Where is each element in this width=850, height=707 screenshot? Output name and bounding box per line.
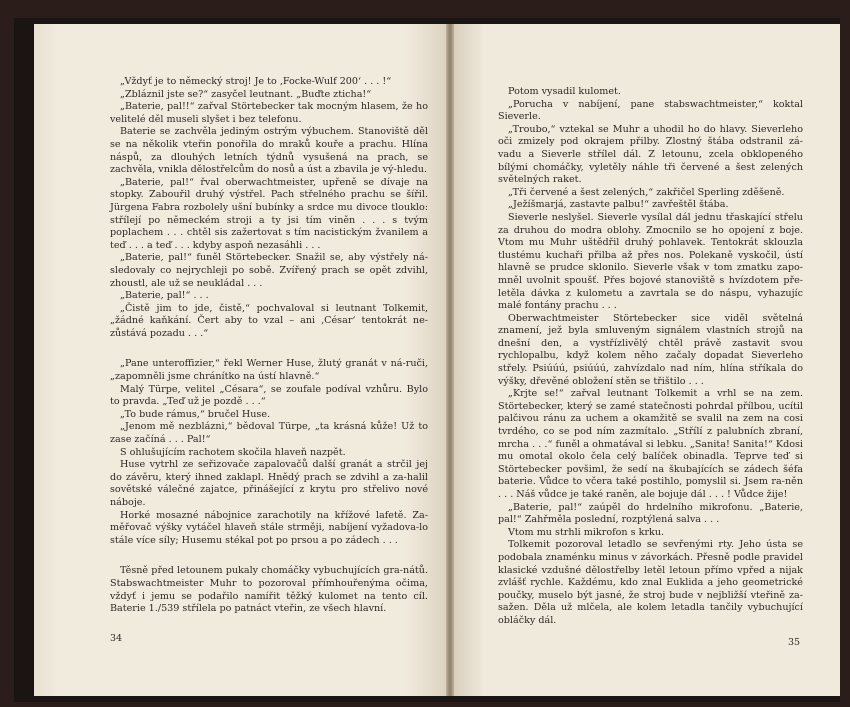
paragraph: Oberwachtmeister Störtebecker sice viděl světelná znamení, jež byla smluveným signálem vlastních strojů na dnešní den, a vystřízlivělý chtěl právě zastavit svou rychlopalbu, když kolem něho začaly dopadat Sieverleho střely. Psiúúú, psiúúú, zahvízdalo nad ním, hlína stříkala do výšky, dřevěné obložení stěn se třištilo . . .: [498, 312, 803, 387]
page-number: 34: [110, 633, 123, 644]
paragraph: „Čistě jim to jde, čistě,“ pochvaloval si leutnant Tolkemit, „žádné kaňkání. Čert aby to vzal – ani ‚César‘ tentokrát ne-zůstává pozadu . . .“: [110, 302, 428, 339]
page-number: 35: [788, 637, 801, 648]
paragraph: „Porucha v nabíjení, pane stabswachtmeister,“ koktal Sieverle.: [498, 98, 803, 123]
paragraph: Horké mosazné nábojnice zarachotily na křížové lafetě. Za-měřovač výšky vytáčel hlaveň stále strměji, nabíjení vyžadova-lo stále více síly; Husemu stékal pot po prsou a po zádech . . .: [110, 509, 428, 546]
paragraph: „Krjte se!“ zařval leutnant Tolkemit a vrhl se na zem. Störtebecker, který se zamé statečnosti pohrdal přílbou, ucítil palčivou ránu za uchem a okamžitě se svalil na zem na cosi tvrdého, co se pod ním zazmítalo. „Střílí z palubních zbraní, mrcha . . .“ funěl a ohmatával si lebku. „Sanita! Sanita!“ Kdosi mu omotal okolo čela celý balíček obinadla. Teprve teď si Störtebecker povšiml, že sedí na škubajících se zádech šéfa baterie. Vůdce to včera také postihlo, pomyslil si. Jsem ra-něn . . . Náš vůdce je také raněn, ale bojuje dál . . . ! Vůdce žije!: [498, 388, 803, 500]
paragraph: „Vždyť je to německý stroj! Je to ‚Focke-Wulf 200‘ . . . !“: [120, 76, 392, 87]
paragraph: S ohlušujícím rachotem skočila hlaveň nazpět.: [120, 446, 346, 458]
paragraph: „Baterie, pal!“ řval oberwachtmeister, upřeně se dívaje na stopky. Zabouřil druhý výstřel. Pach střelného prachu se šířil. Jürgena Fabra rozbolely ušní bubínky a srdce mu divoce tlouklo: střílejí po německém stroji a ty jsi tím viněn . . . s tvým poplachem . . . chtěl sis zažertovat s tím nacistickým žvanilem a teď . . . a teď . . . kdyby aspoň nezasáhli . . .: [110, 176, 428, 251]
paragraph: Baterie se zachvěla jediným ostrým výbuchem. Stanoviště děl se na několik vteřin ponořila do mraků kouře a prachu. Hlína náspů, za dlouhých letních týdnů vysušená na prach, se zachvěla, vnikla dělostřelcům do nosů a úst a zbavila je vý-hledu.: [110, 126, 428, 176]
paragraph: Tolkemit pozoroval letadlo se sevřenými rty. Jeho ústa se podobala znaménku minus v závorkách. Přesně podle pravidel klasické vzdušné dělostřelby letěl letoun přímo vpřed a nijak zvlášť rychle. Každému, kdo znal Euklida a jeho geometrické poučky, muselo být jasné, že stroj bude v nejbližší vteřině za-sažen. Děla už mlčela, ale kolem letadla tančily vybuchující obláčky dál.: [498, 539, 803, 626]
paragraph: Vtom mu strhli mikrofon s krku.: [508, 526, 665, 538]
right-page: [454, 24, 840, 696]
paragraph: „Baterie, pal!!“ zařval Störtebecker tak mocným hlasem, že ho velitelé děl museli slyšet i bez telefonu.: [110, 101, 428, 125]
paragraph: „To bude rámus,“ bručel Huse.: [120, 408, 271, 420]
paragraph: Malý Türpe, velitel „Césara“, se zoufale podíval vzhůru. Bylo to pravda. „Teď už je pozdě . . .“: [110, 383, 428, 408]
paragraph: „Zbláznil jste se?“ zasyčel leutnant. „Buďte zticha!“: [120, 88, 372, 100]
right-page-text: [498, 86, 803, 628]
left-page-text: [110, 76, 428, 616]
paragraph: „Baterie, pal!“ zaúpěl do hrdelního mikrofonu. „Baterie, pal!“ Zahřměla poslední, rozptýlená salva . . .: [498, 501, 803, 526]
paragraph: „Pane unteroffizier,“ řekl Werner Huse, žlutý granát v ná-ruči, „zapomněli jsme chránítko na ústí hlavně.“: [110, 358, 428, 383]
paragraph: „Jenom mě nezblázni,“ bědoval Türpe, „ta krásná kůže! Už to zase začíná . . . Pal!“: [110, 421, 428, 446]
paragraph: Potom vysadil kulomet.: [508, 86, 621, 97]
paragraph: Huse vytrhl ze seřizovače zapalovačů další granát a strčil jej do závěru, který ihned zaklapl. Hnědý prach se zdvihl a za-halil sovětské válečné zajatce, přinášející z krytu pro střelivo nové náboje.: [110, 459, 428, 508]
paragraph: „Tři červené a šest zelených,“ zakřičel Sperling zděšeně.: [508, 186, 785, 198]
paragraph: „Ježíšmarjá, zastavte palbu!“ zavřeštěl štába.: [508, 199, 729, 211]
paragraph: „Troubo,“ vztekal se Muhr a uhodil ho do hlavy. Sieverleho oči zmizely pod okrajem přilby. Zlostný štába odstranil zá-vadu a Sieverle střílel dál. Z letounu, zcela obklopeného bílými chomáčky, vyletěly náhle tři červené a šest zelených světelných raket.: [498, 123, 803, 186]
paragraph: Sieverle neslyšel. Sieverle vysílal dál jednu třaskající střelu za druhou do modra oblohy. Zmocnilo se ho opojení z boje. Vtom mu Muhr uštědřil druhý pohlavek. Tentokrát sklouzla tlustému kuchaři přilba až přes nos. Polekaně vyskočil, ústí hlavně se prudce sklonilo. Sieverle však v tom zmatku zapo-mněl uvolnit spoušť. Přes bojové stanoviště s hvízdotem pře-letěla dávka z kulometu a zavrtala se do náspu, vyhazujíc malé fontány prachu . . .: [498, 211, 803, 312]
paragraph: Těsně před letounem pukaly chomáčky vybuchujících gra-nátů. Stabswachtmeister Muhr to pozoroval přímhouřenýma očima, vždyť i jemu se podařilo namířit těžký kulomet na tento cíl. Baterie 1./539 střílela po patnáct vteřin, ze všech hlavní.: [110, 565, 428, 615]
paragraph: „Baterie, pal!“ funěl Störtebecker. Snažil se, aby výstřely ná-sledovaly co nejrychleji po sobě. Zvířený prach se opět zdvihl, zhoustl, ale už se neukládal . . .: [110, 252, 428, 289]
paragraph: „Baterie, pal!“ . . .: [120, 290, 209, 302]
open-book: [14, 18, 840, 702]
left-page: [34, 24, 446, 696]
book-gutter: [446, 24, 454, 696]
